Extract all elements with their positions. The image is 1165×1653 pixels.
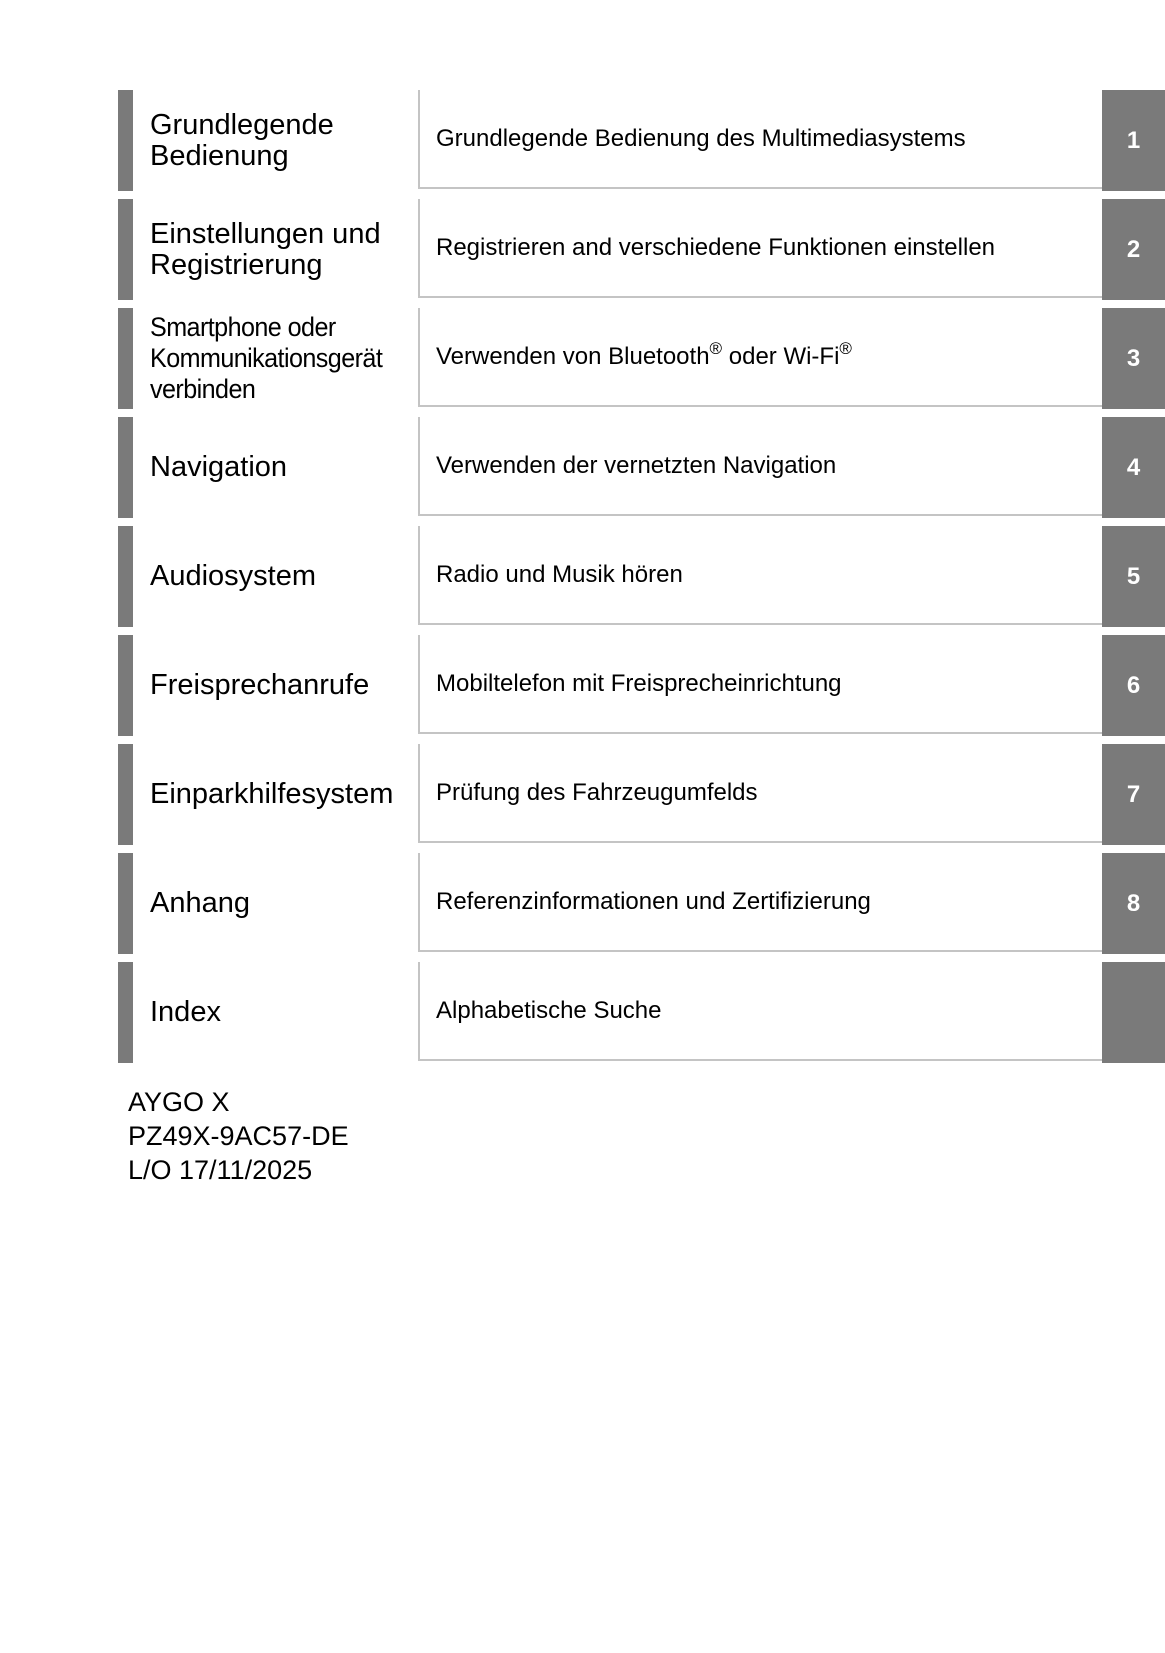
table-of-contents [118, 90, 1165, 1071]
document-info [128, 1085, 349, 1187]
section-description [418, 962, 1102, 1061]
toc-row-3[interactable] [118, 308, 1165, 409]
section-title: Navigation [150, 451, 288, 483]
section-title: Einparkhilfesystem [150, 778, 394, 810]
section-description [418, 308, 1102, 407]
section-title: Grundlegende Bedienung [150, 108, 334, 172]
chapter-tab[interactable]: 1 [1102, 90, 1165, 191]
model-name: AYGO X [128, 1087, 230, 1117]
section-description [418, 526, 1102, 625]
description-part: oder Wi-Fi [722, 342, 840, 370]
toc-row-2[interactable] [118, 199, 1165, 300]
section-title: Anhang [150, 887, 250, 919]
toc-row-5[interactable] [118, 526, 1165, 627]
section-marker-bar [118, 635, 133, 736]
section-marker-bar [118, 962, 133, 1063]
section-marker-bar [118, 744, 133, 845]
section-marker-bar [118, 308, 133, 409]
description-text [436, 338, 852, 371]
description-part: Verwenden von Bluetooth [436, 342, 710, 370]
section-description [418, 744, 1102, 843]
layout-date: L/O 17/11/2025 [128, 1155, 313, 1185]
chapter-tab[interactable] [1102, 962, 1165, 1063]
section-title: Index [150, 996, 221, 1028]
section-title: Smartphone oder Kommunikationsgerät verbinden [150, 312, 383, 404]
section-description [418, 199, 1102, 298]
section-marker-bar [118, 417, 133, 518]
section-marker-bar [118, 526, 133, 627]
section-description [418, 90, 1102, 189]
section-title: Freisprechanrufe [150, 669, 370, 701]
toc-row-6[interactable] [118, 635, 1165, 736]
section-description [418, 417, 1102, 516]
description-text: Radio und Musik hören [436, 560, 683, 588]
toc-row-1[interactable] [118, 90, 1165, 191]
section-marker-bar [118, 199, 133, 300]
description-text: Prüfung des Fahrzeugumfelds [436, 778, 758, 806]
toc-row-7[interactable] [118, 744, 1165, 845]
chapter-tab[interactable]: 8 [1102, 853, 1165, 954]
chapter-tab[interactable]: 7 [1102, 744, 1165, 845]
section-marker-bar [118, 853, 133, 954]
chapter-tab[interactable]: 4 [1102, 417, 1165, 518]
section-description [418, 635, 1102, 734]
description-text: Mobiltelefon mit Freisprecheinrichtung [436, 669, 842, 697]
description-text: Referenzinformationen und Zertifizierung [436, 887, 871, 915]
description-text: Verwenden der vernetzten Navigation [436, 451, 837, 479]
registered-mark: ® [839, 338, 852, 358]
chapter-tab[interactable]: 6 [1102, 635, 1165, 736]
section-description [418, 853, 1102, 952]
chapter-tab[interactable]: 5 [1102, 526, 1165, 627]
description-text: Registrieren and verschiedene Funktionen einstellen [436, 233, 996, 261]
document-code: PZ49X-9AC57-DE [128, 1121, 349, 1151]
registered-mark: ® [709, 338, 723, 358]
chapter-tab[interactable]: 2 [1102, 199, 1165, 300]
toc-row-index[interactable] [118, 962, 1165, 1063]
toc-row-4[interactable] [118, 417, 1165, 518]
section-title: Audiosystem [150, 560, 317, 592]
description-text: Alphabetische Suche [436, 996, 662, 1024]
section-marker-bar [118, 90, 133, 191]
toc-row-8[interactable] [118, 853, 1165, 954]
chapter-tab[interactable]: 3 [1102, 308, 1165, 409]
section-title: Einstellungen und Registrierung [150, 217, 381, 281]
description-text: Grundlegende Bedienung des Multimediasystems [436, 124, 966, 152]
